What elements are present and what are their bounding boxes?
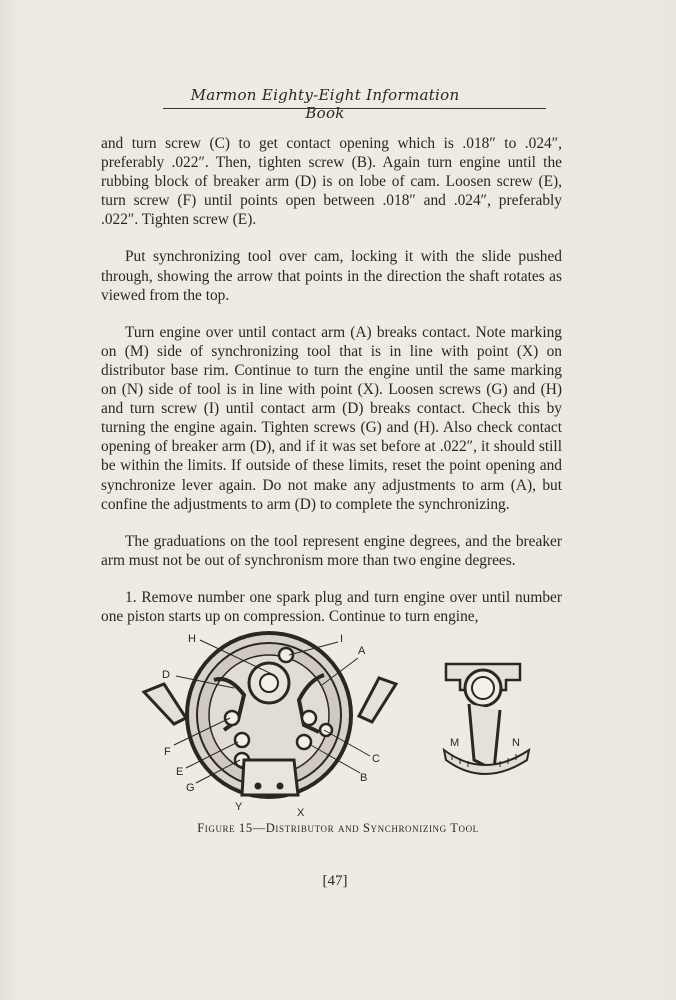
label-e: E <box>176 766 184 778</box>
label-y: Y <box>235 801 243 813</box>
label-m: M <box>450 737 460 749</box>
label-b: B <box>360 772 368 784</box>
paragraph-4: The graduations on the tool represent engine degrees, and the breaker arm must not be out of synchronism more than two engine degrees. <box>101 532 562 569</box>
paragraph-2: Put synchronizing tool over cam, locking it with the slide pushed through, showing the arrow that points in the direction the shaft rotates as viewed from the top. <box>101 248 562 304</box>
label-x: X <box>297 807 305 819</box>
label-h: H <box>188 633 196 645</box>
label-i: I <box>340 633 344 645</box>
page-number: [47] <box>322 873 348 889</box>
paragraph-1: and turn screw (C) to get contact opening which is .018″ to .024″, preferably .022″. Then, tighten screw (B). Again turn engine until the rubbing block of breaker arm (D) is on lobe of cam. Loosen screw (E), turn screw (F) until points open between .018″ and .024″, preferably .022″. Tighten screw (E). <box>101 135 562 229</box>
label-g: G <box>186 782 195 794</box>
distributor-figure <box>134 620 544 820</box>
label-f: F <box>164 746 171 758</box>
label-c: C <box>372 753 380 765</box>
paragraph-3: Turn engine over until contact arm (A) breaks contact. Note marking on (M) side of synchronizing tool that is in line with point (X) on distributor base rim. Continue to turn the engine until the same marking on (N) side of tool is in line with point (X). Loosen screws (G) and (H) and turn screw (I) until contact arm (D) breaks contact. Check this by turning the engine again. Tighten screws (G) and (H). Also check contact opening of breaker arm (D), and if it was set before at .022″, it should still be within the limits. If outside of these limits, reset the point opening and synchronize lever again. Do not make any adjustments to arm (A), but confine the adjustments to arm (D) to complete the synchronizing. <box>101 323 562 513</box>
synchronizing-tool-illustration <box>444 664 529 774</box>
label-a: A <box>358 645 366 657</box>
running-header: Marmon Eighty-Eight Information Book <box>190 86 460 122</box>
paragraph-5: 1. Remove number one spark plug and turn engine over until number one piston starts up on compression. Continue to turn engine, <box>101 588 562 625</box>
figure-caption: Figure 15—Distributor and Synchronizing Tool <box>197 821 479 835</box>
label-d: D <box>162 669 170 681</box>
header-rule <box>163 108 546 109</box>
label-n: N <box>512 737 520 749</box>
body-text <box>101 134 562 644</box>
